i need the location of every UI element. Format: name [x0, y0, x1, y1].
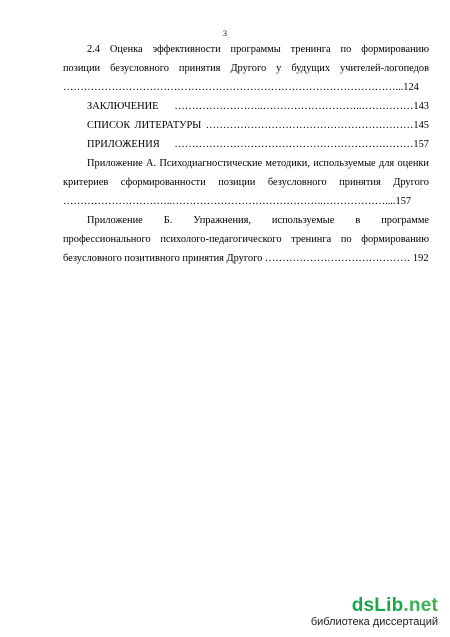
toc-entry-appendices: ПРИЛОЖЕНИЯ ……………………………………………………………157 — [87, 139, 429, 150]
dslib-watermark[interactable] — [288, 596, 438, 629]
toc-entry-appendix-b-line1: Приложение Б. Упражнения, используемые в программе — [87, 215, 429, 226]
watermark-brand-part2: .net — [403, 595, 438, 616]
page-number: 3 — [223, 29, 227, 38]
watermark-logo — [288, 596, 438, 616]
watermark-tagline: библиотека диссертаций — [310, 616, 438, 628]
toc-entry-appendix-b-line3: безусловного позитивного принятия Другого …………………………………… 192 — [63, 253, 429, 264]
watermark-brand-part1: dsLib — [351, 595, 404, 616]
toc-entry-appendix-a-line1: Приложение А. Психодиагностические методики, используемые для оценки — [87, 158, 429, 169]
toc-entry-conclusion: ЗАКЛЮЧЕНИЕ ……………………..………………………..……………143 — [87, 101, 429, 112]
toc-entry-references: СПИСОК ЛИТЕРАТУРЫ ……………………………………………………145 — [87, 120, 429, 131]
toc-entry-appendix-a-line3: …………………………..……………………………………..………………....157 — [63, 196, 412, 207]
toc-entry-2-4-line1: 2.4 Оценка эффективности программы тренинга по формированию — [87, 44, 429, 55]
toc-entry-appendix-a-line2: критериев сформированности позиции безусловного принятия Другого — [63, 177, 429, 188]
toc-entry-appendix-b-line2: профессионального психолого-педагогического тренинга по формированию — [63, 234, 429, 245]
toc-entry-2-4-line3: ……………………………………………………………………………………...124 — [63, 82, 419, 93]
toc-entry-2-4-line2: позиции безусловного принятия Другого у будущих учителей-логопедов — [63, 63, 429, 74]
